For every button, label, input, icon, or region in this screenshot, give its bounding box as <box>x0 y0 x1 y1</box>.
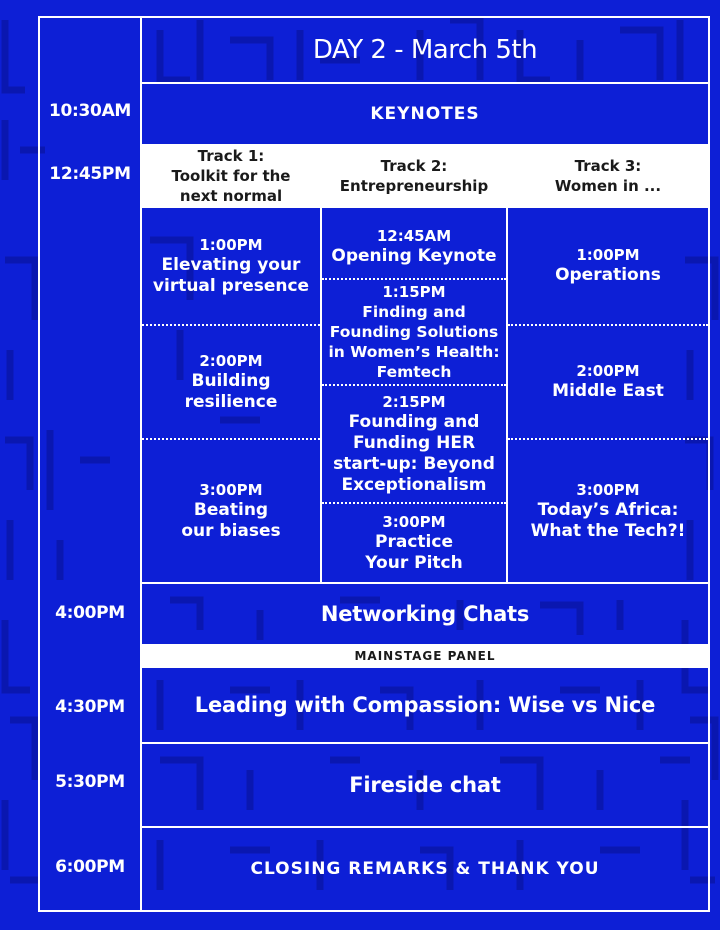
session-title: Building <box>191 370 271 391</box>
track-1-session <box>142 326 320 438</box>
track-2-session <box>322 218 506 276</box>
networking-label: Networking Chats <box>320 602 530 626</box>
track-3-label: Track 3: <box>574 157 642 175</box>
session-title: start-up: Beyond <box>333 453 495 474</box>
track-3-session <box>508 208 708 324</box>
session-title: Femtech <box>376 362 452 381</box>
panel-label: Leading with Compassion: Wise vs Nice <box>194 693 656 717</box>
track-3-session <box>508 326 708 438</box>
time-networking: 4:00PM <box>55 603 125 623</box>
track-2-session <box>322 504 506 582</box>
networking-block <box>142 584 708 644</box>
track-2-label: Track 2: <box>380 157 448 175</box>
session-title: What the Tech?! <box>530 520 686 541</box>
track-2-session <box>322 280 506 384</box>
session-time: 12:45AM <box>376 227 452 245</box>
session-title: Funding HER <box>352 432 476 453</box>
session-title: Beating <box>193 499 269 520</box>
session-time: 3:00PM <box>382 512 446 531</box>
track-2-session <box>322 386 506 502</box>
track-3-header <box>508 146 708 206</box>
session-title: Founding and <box>348 411 480 432</box>
mainstage-banner <box>142 644 708 668</box>
fireside-label: Fireside chat <box>349 773 501 797</box>
session-time: 1:15PM <box>382 282 446 301</box>
session-time: 3:00PM <box>576 480 640 499</box>
session-title: Exceptionalism <box>341 474 487 495</box>
closing-block <box>142 828 708 910</box>
track-3-name: Women in ... <box>554 177 662 195</box>
session-title: resilience <box>184 391 278 412</box>
session-title: in Women’s Health: <box>328 342 500 361</box>
keynotes-block <box>142 84 708 144</box>
mainstage-label: MAINSTAGE PANEL <box>354 649 496 663</box>
time-tracks: 12:45PM <box>49 164 131 184</box>
track-1-name: Toolkit for the <box>171 167 291 185</box>
session-title: virtual presence <box>152 275 310 296</box>
session-title: Middle East <box>552 381 664 401</box>
track-1-header <box>142 146 320 206</box>
session-time: 1:00PM <box>576 246 640 264</box>
session-title: Finding and <box>362 302 466 321</box>
closing-label: CLOSING REMARKS & THANK YOU <box>250 859 600 879</box>
session-title: Practice <box>375 531 453 552</box>
track-1-name-cont: next normal <box>179 187 283 205</box>
time-closing: 6:00PM <box>55 857 125 877</box>
session-title: Founding Solutions <box>329 322 499 341</box>
fireside-block <box>142 744 708 826</box>
session-title: Your Pitch <box>365 552 463 573</box>
track-1-session <box>142 440 320 582</box>
track-3-session <box>508 440 708 582</box>
track-1-session <box>142 208 320 324</box>
day-title: DAY 2 - March 5th <box>312 35 538 65</box>
track-2-name: Entrepreneurship <box>339 177 489 195</box>
session-title: Operations <box>555 265 661 285</box>
session-title: our biases <box>181 520 281 541</box>
keynotes-label: KEYNOTES <box>370 104 480 124</box>
session-time: 1:00PM <box>199 235 263 254</box>
session-time: 2:00PM <box>199 351 263 370</box>
session-title: Elevating your <box>161 254 301 275</box>
panel-block <box>142 668 708 742</box>
day-header <box>142 18 708 82</box>
session-title: Today’s Africa: <box>537 499 679 520</box>
session-time: 2:15PM <box>382 392 446 411</box>
track-2-header <box>322 146 506 206</box>
time-fireside: 5:30PM <box>55 772 125 792</box>
session-time: 3:00PM <box>199 480 263 499</box>
session-time: 2:00PM <box>576 362 640 380</box>
time-keynotes: 10:30AM <box>48 101 132 121</box>
track-1-label: Track 1: <box>197 147 265 165</box>
time-panel: 4:30PM <box>55 697 125 717</box>
session-title: Opening Keynote <box>331 246 497 266</box>
